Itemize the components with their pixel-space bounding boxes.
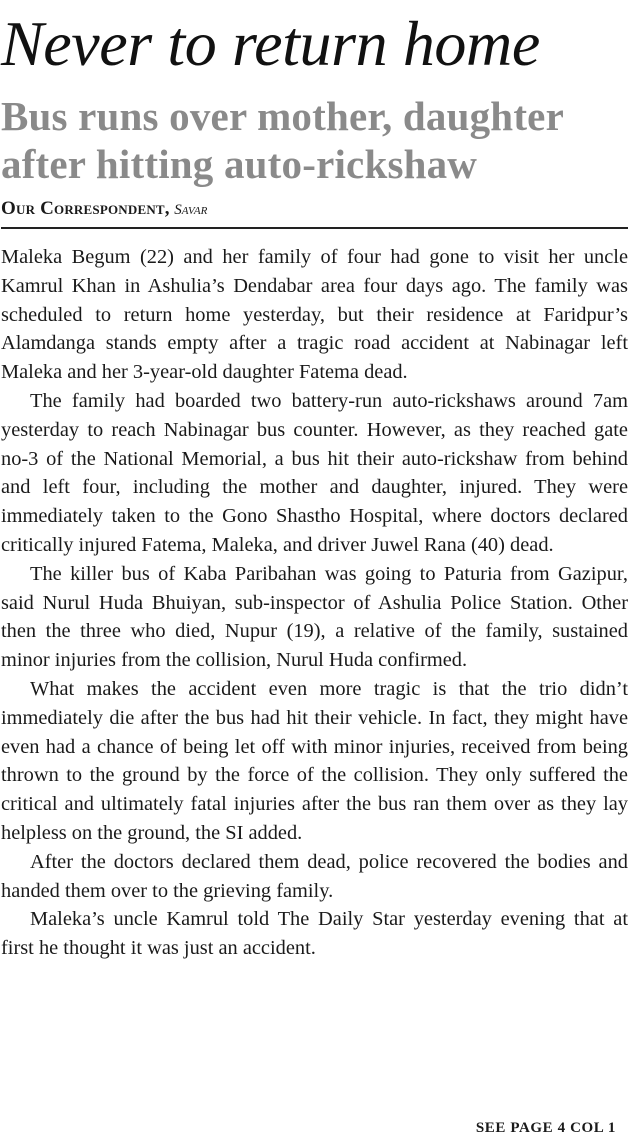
byline [1, 198, 628, 229]
article-body [1, 243, 628, 963]
continuation-reference: SEE PAGE 4 COL 1 [475, 1120, 616, 1136]
body-paragraph: After the doctors declared them dead, police recovered the bodies and handed them over to the grieving family. [1, 850, 628, 902]
body-paragraph: The family had boarded two battery-run auto-rickshaws around 7am yesterday to reach Nabinagar bus counter. However, as they reached gate no-3 of the National Memorial, a bus hit their auto-rickshaw from behind and left four, including the mother and daughter, injured. They were immediately taken to the Gono Shastho Hospital, where doctors declared critically injured Fatema, Maleka, and driver Juwel Rana (40) dead. [1, 389, 628, 556]
headline: Never to return home [1, 8, 540, 79]
body-paragraph: The killer bus of Kaba Paribahan was going to Paturia from Gazipur, said Nurul Huda Bhuiyan, sub-inspector of Ashulia Police Station. Other then the three who died, Nupur (19), a relative of the family, sustained minor injuries from the collision, Nurul Huda confirmed. [1, 562, 628, 672]
body-paragraph: What makes the accident even more tragic is that the trio didn’t immediately die after the bus had hit their vehicle. In fact, they might have even had a chance of being let off with minor injuries, received from being thrown to the ground by the force of the collision. They only suffered the critical and ultimately fatal injuries after the bus ran them over as they lay helpless on the ground, the SI added. [1, 677, 628, 844]
body-paragraph: Maleka’s uncle Kamrul told The Daily Star yesterday evening that at first he thought it was just an accident. [1, 908, 628, 960]
byline-author: Our Correspondent [1, 198, 165, 219]
byline-location: Savar [174, 202, 208, 218]
body-paragraph: Maleka Begum (22) and her family of four had gone to visit her uncle Kamrul Khan in Ashulia’s Dendabar area four days ago. The family was scheduled to return home yesterday, but their residence at Faridpur’s Alamdanga stands empty after a tragic road accident at Nabinagar left Maleka and her 3-year-old daughter Fatema dead. [1, 246, 628, 384]
byline-separator: , [164, 198, 170, 219]
subheadline: Bus runs over mother, daughter after hitting auto-rickshaw [1, 93, 564, 187]
